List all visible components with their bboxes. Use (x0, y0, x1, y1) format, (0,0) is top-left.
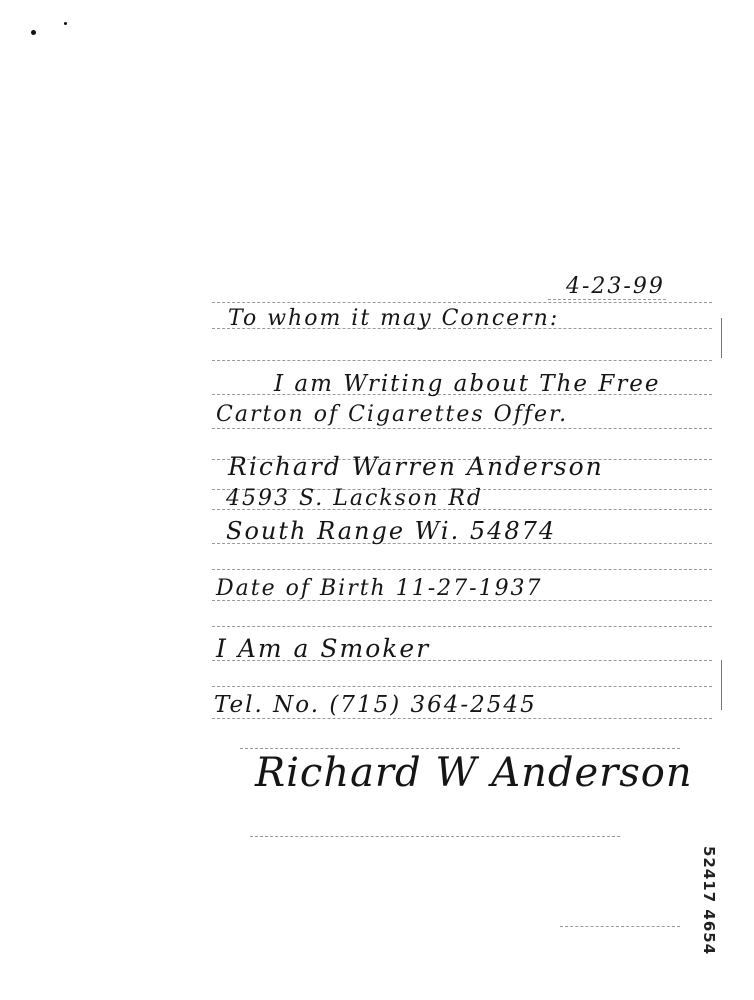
margin-tick (721, 318, 722, 358)
body-line-2: Carton of Cigarettes Offer. (216, 402, 569, 427)
ink-dot (64, 22, 67, 25)
ruled-line (212, 360, 712, 361)
ruled-line (240, 748, 680, 749)
document-id: 52417 4654 (700, 846, 718, 956)
street-address: 4593 S. Lackson Rd (226, 486, 483, 511)
ruled-line (560, 926, 680, 927)
body-line-1: I am Writing about The Free (274, 371, 661, 397)
ink-dot (31, 30, 36, 35)
salutation: To whom it may Concern: (228, 306, 560, 331)
smoker-statement: I Am a Smoker (216, 634, 431, 663)
letter-date: 4-23-99 (566, 274, 665, 299)
ruled-line (212, 718, 712, 719)
ruled-line (212, 302, 712, 303)
city-state-zip: South Range Wi. 54874 (226, 517, 557, 545)
margin-tick (721, 660, 722, 710)
ruled-line (250, 836, 620, 837)
ruled-line (212, 626, 712, 627)
phone-number: Tel. No. (715) 364-2545 (214, 692, 537, 718)
date-of-birth: Date of Birth 11-27-1937 (216, 576, 543, 601)
ruled-line (212, 686, 712, 687)
ruled-line (212, 428, 712, 429)
ruled-line (212, 569, 712, 570)
ruled-line (548, 299, 666, 300)
signature: Richard W Anderson (255, 750, 693, 796)
full-name: Richard Warren Anderson (228, 452, 604, 481)
